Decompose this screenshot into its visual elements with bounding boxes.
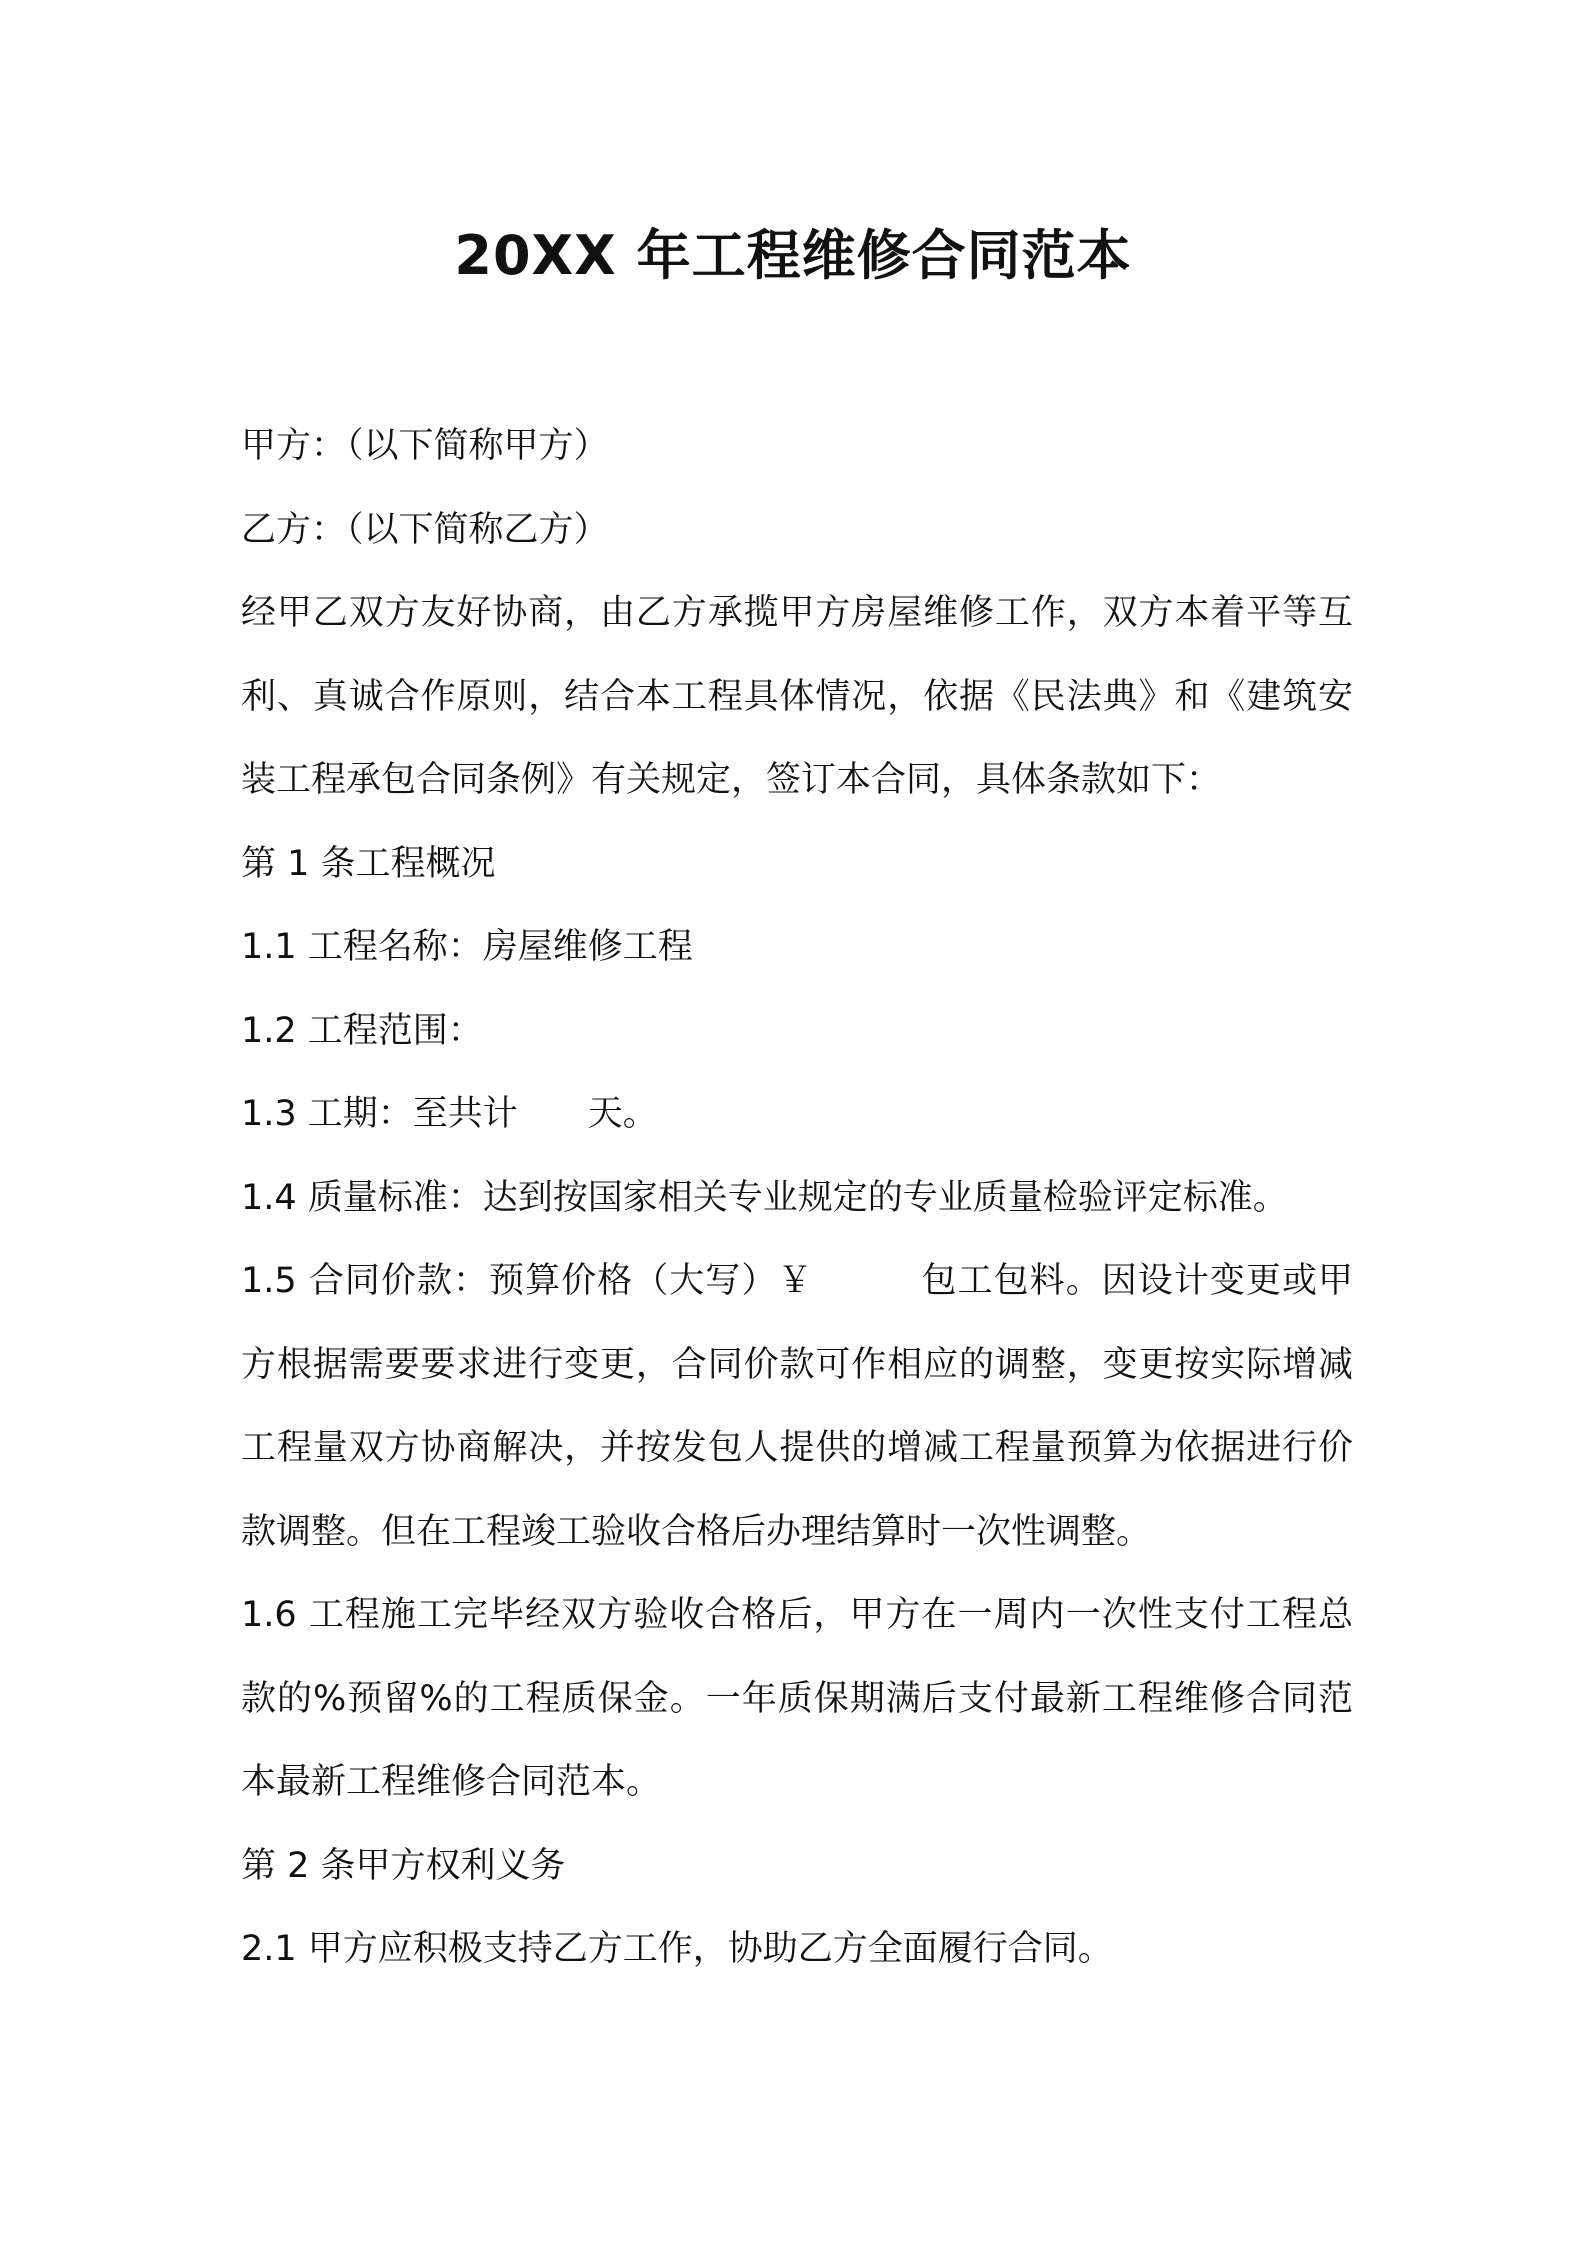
clause-1-2: 1.2 工程范围：	[241, 1010, 483, 1051]
preamble-paragraph: 经甲乙双方友好协商，由乙方承揽甲方房屋维修工作，双方本着平等互利、真诚合作原则，结合本工程具体情况，依据《民法典》和《建筑安装工程承包合同条例》有关规定，签订本合同，具体条款如下：	[241, 593, 1353, 800]
document-title: 20XX 年工程维修合同范本	[454, 224, 1132, 287]
clause-1-4: 1.4 质量标准：达到按国家相关专业规定的专业质量检验评定标准。	[241, 1177, 1288, 1218]
party-a-line: 甲方：（以下简称甲方）	[241, 426, 609, 466]
clause-1-3: 1.3 工期：至共计 天。	[241, 1094, 658, 1134]
party-b-line: 乙方：（以下简称乙方）	[241, 509, 609, 550]
clause-1-1: 1.1 工程名称：房屋维修工程	[241, 927, 693, 967]
clause-1-5: 1.5 合同价款：预算价格（大写）￥ 包工包料。因设计变更或甲方根据需要要求进行变更，合同价款可作相应的调整，变更按实际增减工程量双方协商解决，并按发包人提供的增减工程量预算为依据进行价款调整。但在工程竣工验收合格后办理结算时一次性调整。	[241, 1261, 1353, 1552]
article-1-heading: 第 1 条工程概况	[241, 843, 496, 884]
clause-2-1: 2.1 甲方应积极支持乙方工作，协助乙方全面履行合同。	[241, 1929, 1113, 1969]
document-body	[241, 405, 1353, 1992]
clause-1-6: 1.6 工程施工完毕经双方验收合格后，甲方在一周内一次性支付工程总款的%预留%的工程质保金。一年质保期满后支付最新工程维修合同范本最新工程维修合同范本。	[241, 1595, 1353, 1802]
article-2-heading: 第 2 条甲方权利义务	[241, 1845, 566, 1886]
